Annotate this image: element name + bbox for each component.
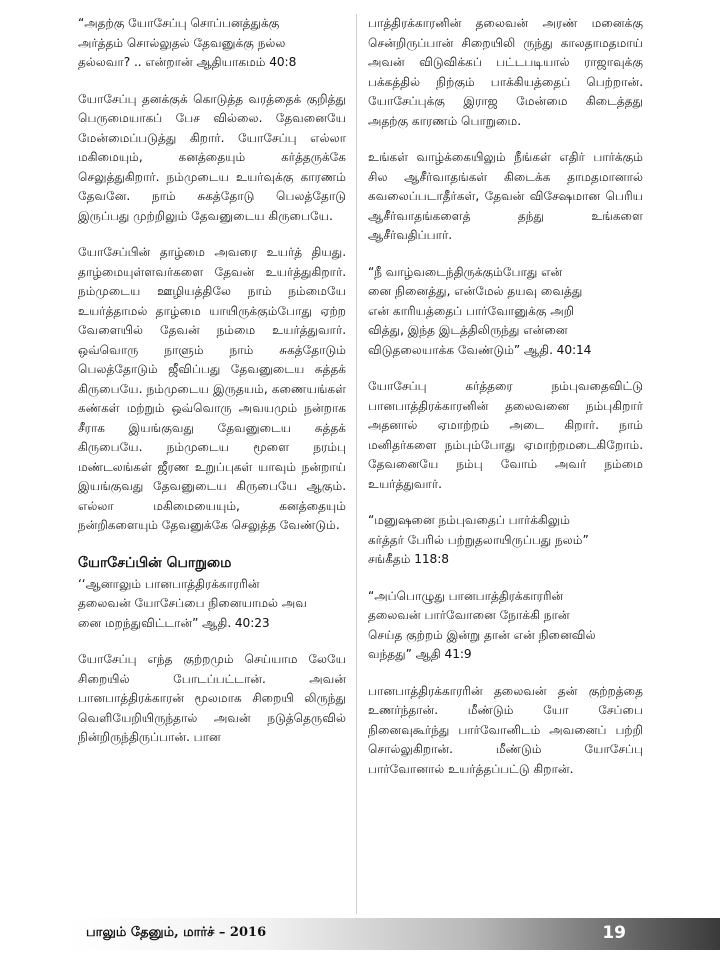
body-paragraph: உங்கள் வாழ்க்கையிலும் நீங்கள் எதிர் பார்க்கும் சில ஆசீர்வாதங்கள் கிடைக்க தாமதமானால் கவலைப்படாதீர்கள், தேவன் விசேஷமான பெரிய ஆசீர்வாதங்களைத் தந்து உங்களை ஆசீர்வதிப்பார். — [368, 150, 643, 242]
column-divider — [356, 14, 357, 914]
body-paragraph: யோசேப்பு தனக்குக் கொடுத்த வரத்தைக் குறித்து பெருமையாகப் பேச வில்லை. தேவனையே மேன்மைப்படுத்து கிறார். யோசேப்பு எல்லா மகிமையும், கனத்தையும் கர்த்தருக்கே செலுத்துகிறார். நம்முடைய உயர்வுக்கு காரணம் தேவனே. நாம் சுகத்தோடு பெலத்தோடு இருப்பது முற்றிலும் தேவனுடைய கிருபையே. — [78, 91, 346, 223]
body-paragraph: பாத்திரக்காரனின் தலைவன் அரண் மனைக்கு சென்றிருப்பான் சிறையிலி ருந்து காலதாமதமாய் அவன் விடுவிக்கப் பட்டபடியால் ராஜாவுக்கு பக்கத்தில் நிற்கும் பாக்கியத்தைப் பெற்றான். யோசேப்புக்கு இராஜ மேன்மை கிடைத்தது அதற்கு காரணம் பொறுமை. — [368, 16, 643, 128]
page-number: 19 — [602, 923, 626, 943]
body-paragraph: யோசேப்பு எந்த குற்றமும் செய்யாம லேயே சிறையில் போடப்பட்டான். அவன் பானபாத்திரக்காரன் மூலமாக சிறையி லிருந்து வெளியேறியிருந்தால் அவன் நடுத்தெருவில் நின்றிருந்திருப்பான். பான — [78, 652, 346, 744]
scripture-quote: “அப்பொழுது பானபாத்திரக்காரரின் தலைவன் பார்வோனை நோக்கி நான் செய்த குற்றம் இன்று தான் என் நினைவில் வந்தது” ஆதி 41:9 — [368, 588, 596, 661]
body-paragraph: பானபாத்திரக்காரரின் தலைவன் தன் குற்றத்தை உணர்ந்தான். மீண்டும் யோ சேப்பை நினைவுகூர்ந்து பார்வோனிடம் அவனைப் பற்றி சொல்லுகிறான். மீண்டும் யோசேப்பு பார்வோனால் உயர்த்தப்பட்டு கிறான். — [368, 683, 643, 776]
body-paragraph: யோசேப்பு கர்த்தரை நம்புவதைவிட்டு பானபாத்திரக்காரனின் தலைவனை நம்புகிறார் அதனால் ஏமாற்றம் அடை கிறார். நாம் மனிதர்களை நம்பும்போது ஏமாற்றமடைகிறோம். தேவனையே நம்பு வோம் அவர் நம்மை உயர்த்துவார். — [368, 379, 643, 491]
scripture-quote: “நீ வாழ்வடைந்திருக்கும்போது என் னை நினைத்து, என்மேல் தயவு வைத்து என் காரியத்தைப் பார்வோனுக்கு அறி வித்து, இந்த இடத்திலிருந்து என்னை விடுதலையாக்க வேண்டும்” ஆதி. 40:14 — [368, 264, 592, 357]
scripture-quote: “அதற்கு யோசேப்பு சொப்பனத்துக்கு அர்த்தம் சொல்லுதல் தேவனுக்கு நல்ல தல்லவா? .. என்றான் ஆதியாகமம் 40:8 — [78, 16, 297, 69]
body-paragraph: யோசேப்பின் தாழ்மை அவரை உயர்த் தியது. தாழ்மையுள்ளவர்களை தேவன் உயர்த்துகிறார். நம்முடைய ஊழியத்திலே நாம் நம்மையே உயர்த்தாமல் தாழ்மை யாயிருக்கும்போது ஏற்ற வேளையில் தேவன் நம்மை உயர்த்துவார். ஒவ்வொரு நாளும் நாம் சுகத்தோடும் பெலத்தோடும் ஜீவிப்பது தேவனுடைய சுத்தக் கிருபையே. நம்முடைய இருதயம், கணையங்கள் கண்கள் மற்றும் ஒவ்வொரு அவயமும் நன்றாக சீராக இயங்குவது தேவனுடைய சுத்தக் கிருபையே. நம்முடைய மூளை நரம்பு மண்டலங்கள் ஜீரண உறுப்புகள் யாவும் நன்றாய் இயங்குவது தேவனுடைய கிருபையே ஆகும். எல்லா மகிமையையும், கனத்தையும் நன்றிகளையும் தேவனுக்கே செலுத்த வேண்டும். — [78, 245, 346, 532]
scripture-quote: ‘‘ஆனாலும் பானபாத்திரக்காரரின் தலைவன் யோசேப்பை நினையாமல் அவ னை மறந்துவிட்டான்” ஆதி. 40:23 — [78, 576, 307, 630]
publication-title: பாலும் தேனும், மார்ச் – 2016 — [86, 925, 267, 940]
page-footer — [68, 918, 720, 950]
right-column — [368, 14, 643, 796]
scripture-quote: “மனுஷனை நம்புவதைப் பார்க்கிலும் கர்த்தர் பேரில் பற்றுதலாயிருப்பது நலம்” சங்கீதம் 118:8 — [368, 513, 589, 566]
left-column — [78, 14, 346, 765]
section-heading: யோசேப்பின் பொறுமை — [78, 554, 232, 571]
